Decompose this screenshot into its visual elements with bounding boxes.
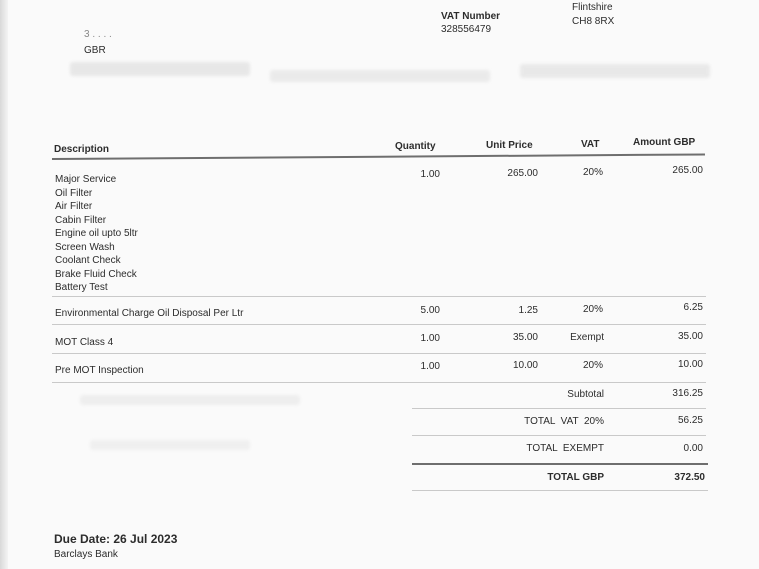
- subtotal-label: Subtotal: [567, 389, 604, 400]
- row-amount: 35.00: [677, 331, 703, 342]
- header-rule: [52, 153, 705, 160]
- total-vat-value: 56.25: [677, 415, 703, 426]
- row-vat: 20%: [582, 167, 603, 178]
- subtotal-value: 316.25: [672, 388, 703, 399]
- row-description: Environmental Charge Oil Disposal Per Ltr: [55, 308, 244, 319]
- row-description: [55, 173, 138, 295]
- county: Flintshire: [572, 2, 613, 13]
- row-divider: [52, 296, 706, 297]
- col-description: Description: [54, 144, 110, 155]
- row-unit-price: 10.00: [512, 360, 538, 371]
- scan-edge: [0, 0, 8, 569]
- col-amount: Amount GBP: [633, 137, 696, 148]
- row-vat: 20%: [582, 304, 603, 315]
- bleed-through-artifact: [520, 64, 710, 78]
- bleed-through-artifact: [90, 440, 250, 450]
- row-divider: [52, 353, 706, 354]
- col-vat: VAT: [581, 139, 600, 150]
- row-quantity: 1.00: [420, 169, 440, 180]
- col-unit-price: Unit Price: [486, 140, 533, 151]
- description-line: Battery Test: [55, 282, 108, 293]
- bank-name: Barclays Bank: [54, 549, 118, 560]
- postcode: CH8 8RX: [572, 16, 615, 27]
- description-line: Oil Filter: [55, 187, 93, 199]
- row-quantity: 5.00: [420, 305, 440, 316]
- row-quantity: 1.00: [420, 361, 440, 372]
- bleed-through-artifact: [80, 395, 300, 405]
- row-vat: Exempt: [570, 332, 604, 343]
- row-amount: 10.00: [677, 359, 703, 370]
- description-line: Major Service: [55, 174, 117, 185]
- description-line: Screen Wash: [55, 241, 115, 253]
- description-line: Engine oil upto 5ltr: [55, 228, 138, 239]
- row-unit-price: 35.00: [512, 332, 538, 343]
- address-line-partial: 3 . . . .: [84, 29, 112, 40]
- bleed-through-artifact: [70, 62, 250, 76]
- total-exempt-value: 0.00: [683, 443, 703, 454]
- grand-total-rule: [412, 463, 708, 465]
- totals-divider: [412, 408, 706, 409]
- country: GBR: [84, 45, 106, 56]
- row-vat: 20%: [582, 360, 603, 371]
- row-amount: 265.00: [672, 165, 703, 176]
- grand-total-underline: [412, 490, 708, 491]
- vat-number-label: VAT Number: [441, 11, 501, 22]
- description-line: Brake Fluid Check: [55, 268, 137, 280]
- totals-divider: [412, 435, 706, 436]
- total-vat-label: TOTAL VAT 20%: [524, 416, 604, 427]
- description-line: Cabin Filter: [55, 214, 107, 226]
- row-quantity: 1.00: [420, 333, 440, 344]
- row-unit-price: 1.25: [518, 305, 538, 316]
- col-quantity: Quantity: [395, 141, 436, 152]
- vat-number: 328556479: [441, 24, 492, 35]
- row-description: Pre MOT Inspection: [55, 365, 144, 376]
- row-unit-price: 265.00: [507, 168, 538, 179]
- row-description: MOT Class 4: [55, 337, 114, 348]
- grand-total-label: TOTAL GBP: [547, 472, 604, 483]
- row-divider: [52, 382, 706, 383]
- due-date: Due Date: 26 Jul 2023: [54, 532, 178, 546]
- description-line: Coolant Check: [55, 255, 121, 266]
- bleed-through-artifact: [270, 70, 490, 82]
- total-exempt-label: TOTAL EXEMPT: [526, 443, 604, 454]
- row-amount: 6.25: [683, 302, 703, 313]
- grand-total-value: 372.50: [674, 472, 705, 483]
- description-line: Air Filter: [55, 201, 93, 212]
- row-divider: [52, 324, 706, 325]
